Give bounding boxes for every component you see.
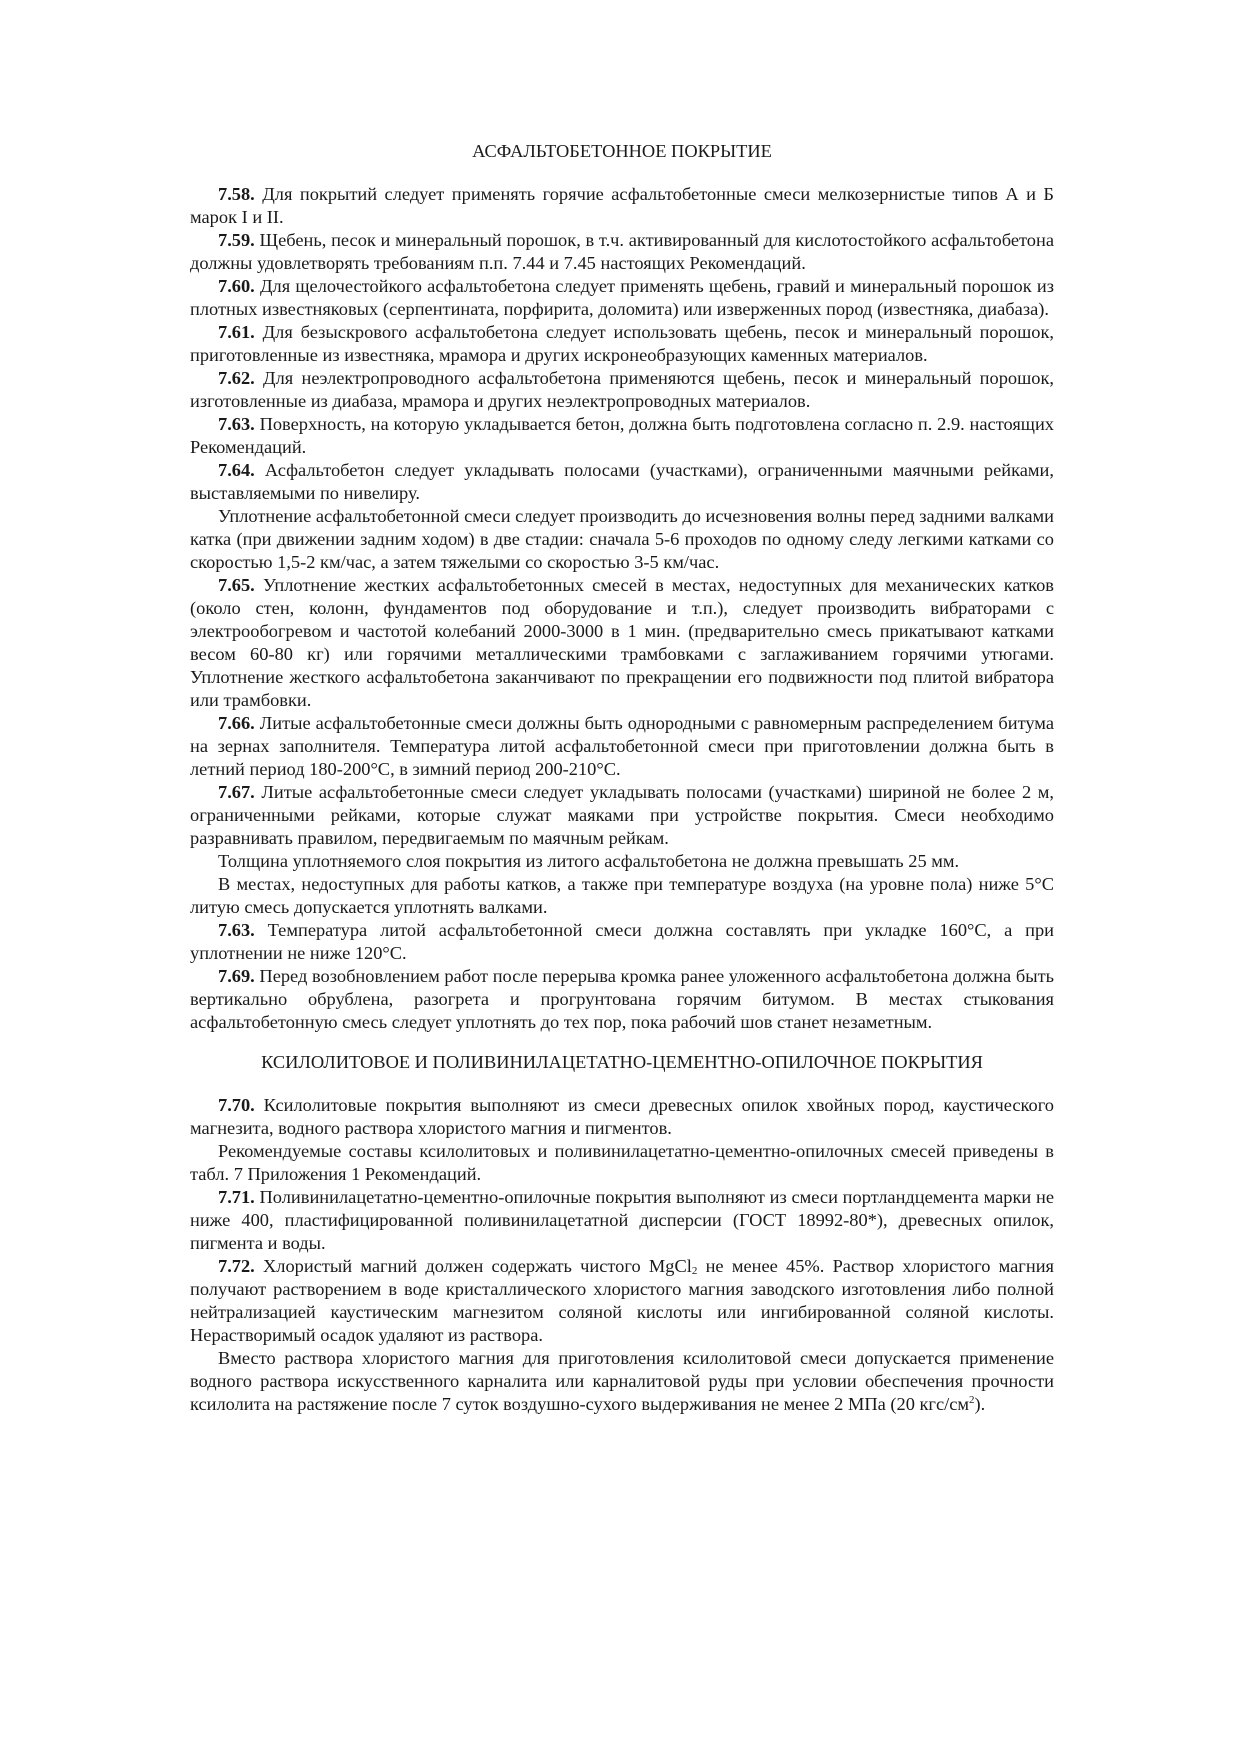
document-page — [190, 140, 1054, 1416]
clause-number: 7.58. — [218, 184, 255, 204]
clause-text: Асфальтобетон следует укладывать полосами (участками), ограниченными маячными рейками, выставляемыми по нивелиру. — [190, 460, 1054, 503]
xylolite-section — [190, 1094, 1054, 1416]
clause-number: 7.62. — [218, 368, 255, 388]
clause-text: Для неэлектропроводного асфальтобетона применяются щебень, песок и минеральный порошок, изготовленные из диабаза, мрамора и других неэлектропроводных материалов. — [190, 368, 1054, 411]
clause-text: Температура литой асфальтобетонной смеси должна составлять при укладке 160°С, а при уплотнении не ниже 120°С. — [190, 920, 1054, 963]
clause-text: Литые асфальтобетонные смеси следует укладывать полосами (участками) шириной не более 2 м, ограниченными рейками, которые служат маяками при устройстве покрытия. Смеси необходимо разравнивать правилом, передвигаемым по маячным рейкам. — [190, 782, 1054, 848]
paragraph-7-71 — [190, 1186, 1054, 1255]
clause-number: 7.61. — [218, 322, 255, 342]
clause-text: В местах, недоступных для работы катков, а также при температуре воздуха (на уровне пола) ниже 5°С литую смесь допускается уплотнять валками. — [190, 874, 1054, 917]
paragraph-7-58 — [190, 183, 1054, 229]
paragraph-7-64-compaction — [190, 505, 1054, 574]
clause-text: Для щелочестойкого асфальтобетона следует применять щебень, гравий и минеральный порошок из плотных известняковых (серпентината, порфирита, доломита) или изверженных пород (известняка, диабаза). — [190, 276, 1054, 319]
clause-text: Щебень, песок и минеральный порошок, в т.ч. активированный для кислотостойкого асфальтобетона должны удовлетворять требованиям п.п. 7.44 и 7.45 настоящих Рекомендаций. — [190, 230, 1054, 273]
clause-text: Рекомендуемые составы ксилолитовых и поливинилацетатно-цементно-опилочных смесей приведены в табл. 7 Приложения 1 Рекомендаций. — [190, 1141, 1054, 1184]
clause-number: 7.65. — [218, 575, 255, 595]
paragraph-7-59 — [190, 229, 1054, 275]
paragraph-7-66 — [190, 712, 1054, 781]
clause-number: 7.70. — [218, 1095, 255, 1115]
asphalt-section — [190, 183, 1054, 1034]
paragraph-7-63 — [190, 413, 1054, 459]
clause-text: Для покрытий следует применять горячие асфальтобетонные смеси мелкозернистые типов А и Б марок I и II. — [190, 184, 1054, 227]
section-heading-xylolite: КСИЛОЛИТОВОЕ И ПОЛИВИНИЛАЦЕТАТНО-ЦЕМЕНТНО-ОПИЛОЧНОЕ ПОКРЫТИЯ — [261, 1052, 983, 1072]
paragraph-7-68 — [190, 919, 1054, 965]
section-heading-asphalt: АСФАЛЬТОБЕТОННОЕ ПОКРЫТИЕ — [472, 141, 772, 161]
clause-text: Толщина уплотняемого слоя покрытия из литого асфальтобетона не должна превышать 25 мм. — [218, 851, 960, 871]
clause-number: 7.69. — [218, 966, 255, 986]
clause-number: 7.60. — [218, 276, 255, 296]
subscript: 2 — [691, 1265, 698, 1277]
clause-text: Хлористый магний должен содержать чистого MgCl — [254, 1256, 692, 1276]
clause-number: 7.63. — [218, 920, 255, 940]
clause-text: Поливинилацетатно-цементно-опилочные покрытия выполняют из смеси портландцемента марки не ниже 400, пластифицированной поливинилацетатной дисперсии (ГОСТ 18992-80*), древесных опилок, пигмента и воды. — [190, 1187, 1054, 1253]
clause-number: 7.67. — [218, 782, 255, 802]
paragraph-7-72-carnallite — [190, 1347, 1054, 1416]
clause-text: Вместо раствора хлористого магния для приготовления ксилолитовой смеси допускается применение водного раствора искусственного карналита или карналитовой руды при условии обеспечения прочности ксилолита на растяжение после 7 суток воздушно-сухого выдерживания не менее 2 МПа (20 кгс/см — [190, 1348, 1054, 1414]
clause-number: 7.72. — [218, 1256, 255, 1276]
clause-text: Литые асфальтобетонные смеси должны быть однородными с равномерным распределением битума на зернах заполнителя. Температура литой асфальтобетонной смеси при приготовлении должна быть в летний период 180-200°С, в зимний период 200-210°С. — [190, 713, 1054, 779]
clause-text: Поверхность, на которую укладывается бетон, должна быть подготовлена согласно п. 2.9. настоящих Рекомендаций. — [190, 414, 1054, 457]
paragraph-7-61 — [190, 321, 1054, 367]
paragraph-7-70-compositions — [190, 1140, 1054, 1186]
paragraph-7-69 — [190, 965, 1054, 1034]
clause-text: Для безыскрового асфальтобетона следует использовать щебень, песок и минеральный порошок, приготовленные из известняка, мрамора и других искронеобразующих каменных материалов. — [190, 322, 1054, 365]
clause-text: ). — [974, 1394, 986, 1414]
clause-number: 7.63. — [218, 414, 255, 434]
paragraph-7-62 — [190, 367, 1054, 413]
paragraph-7-60 — [190, 275, 1054, 321]
clause-number: 7.59. — [218, 230, 255, 250]
clause-text: не менее 45%. Раствор хлористого магния получают растворением в воде кристаллического хлористого магния заводского изготовления либо полной нейтрализацией каустическим магнезитом соляной кислоты или ингибированной соляной кислоты. Нерастворимый осадок удаляют из раствора. — [190, 1256, 1054, 1345]
paragraph-7-67 — [190, 781, 1054, 850]
paragraph-7-67-thickness — [190, 850, 1054, 873]
clause-text: Ксилолитовые покрытия выполняют из смеси древесных опилок хвойных пород, каустического магнезита, водного раствора хлористого магния и пигментов. — [190, 1095, 1054, 1138]
paragraph-7-64 — [190, 459, 1054, 505]
clause-text: Перед возобновлением работ после перерыва кромка ранее уложенного асфальтобетона должна быть вертикально обрублена, разогрета и прогрунтована горячим битумом. В местах стыкования асфальтобетонную смесь следует уплотнять до тех пор, пока рабочий шов станет незаметным. — [190, 966, 1054, 1032]
clause-number: 7.66. — [218, 713, 255, 733]
clause-text: Уплотнение жестких асфальтобетонных смесей в местах, недоступных для механических катков (около стен, колонн, фундаментов под оборудование и т.п.), следует производить вибраторами с электрообогревом и частотой колебаний 2000-3000 в 1 мин. (предварительно смесь прикатывают катками весом 60-80 кг) или горячими металлическими трамбовками с заглаживанием горячими утюгами. Уплотнение жесткого асфальтобетона заканчивают по прекращении его подвижности под плитой вибратора или трамбовки. — [190, 575, 1054, 710]
paragraph-7-70 — [190, 1094, 1054, 1140]
clause-number: 7.71. — [218, 1187, 255, 1207]
paragraph-7-67-rollers — [190, 873, 1054, 919]
paragraph-7-65 — [190, 574, 1054, 712]
superscript: 2 — [969, 1394, 975, 1406]
paragraph-7-72 — [190, 1255, 1054, 1347]
clause-text: Уплотнение асфальтобетонной смеси следует производить до исчезновения волны перед задними валками катка (при движении задним ходом) в две стадии: сначала 5-6 проходов по одному следу легкими катками со скоростью 1,5-2 км/час, а затем тяжелыми со скоростью 3-5 км/час. — [190, 506, 1054, 572]
clause-number: 7.64. — [218, 460, 255, 480]
